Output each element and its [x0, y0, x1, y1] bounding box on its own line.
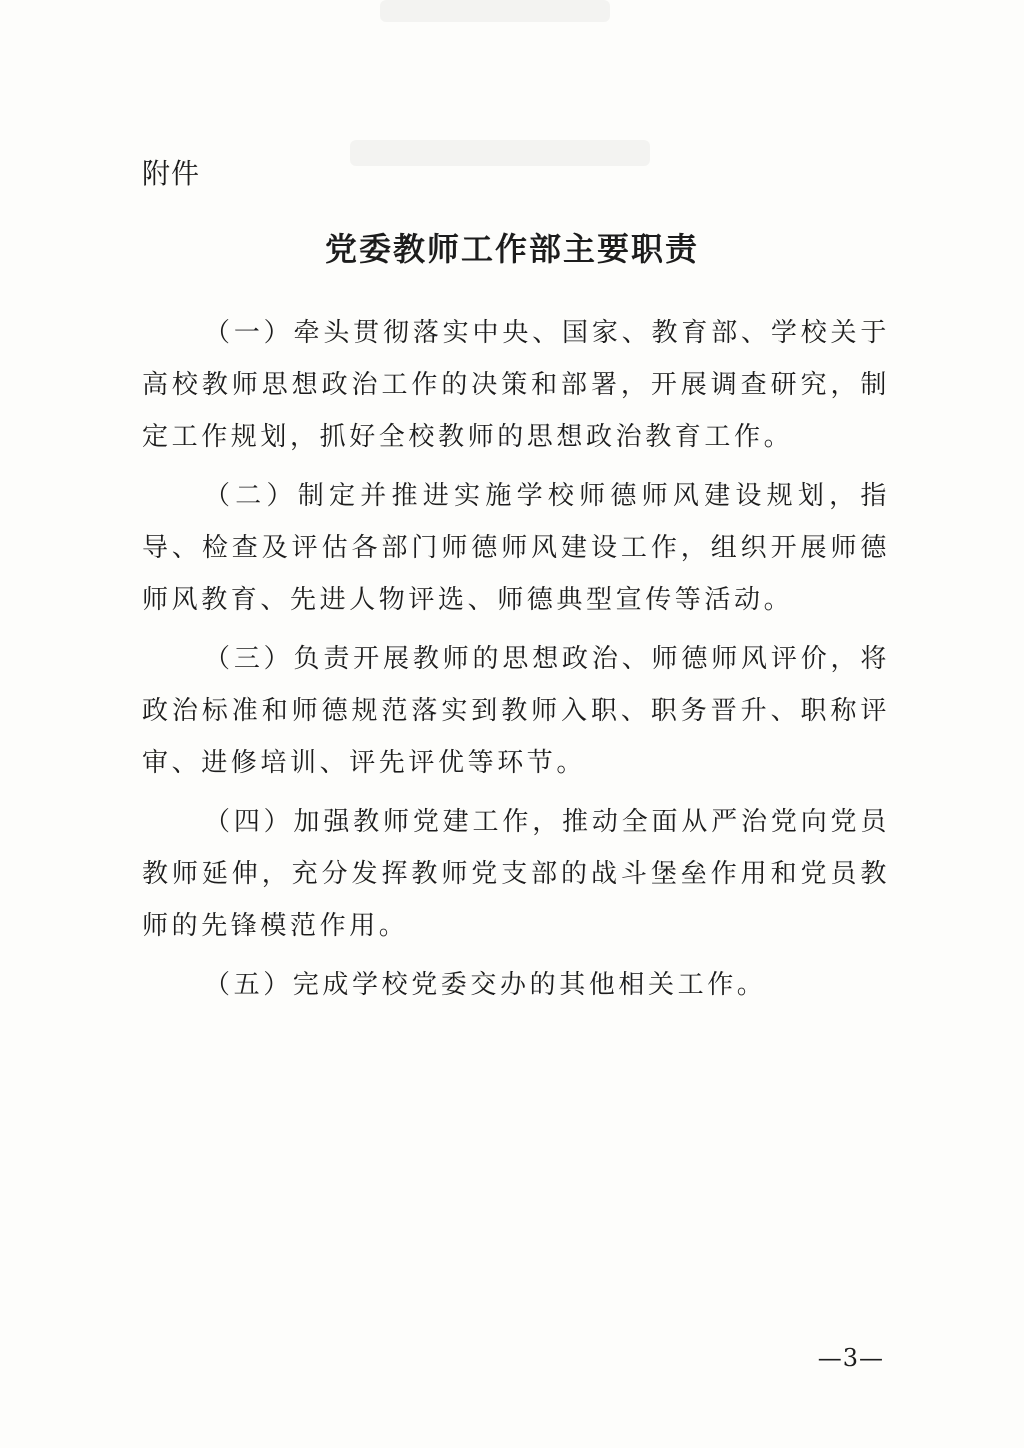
duty-paragraph-5: （五）完成学校党委交办的其他相关工作。 — [204, 970, 767, 1000]
document-body — [142, 307, 890, 1018]
bleed-through-mark — [350, 140, 650, 166]
duty-paragraph-3: （三）负责开展教师的思想政治、师德师风评价，将政治标准和师德规范落实到教师入职、职务晋升、职称评审、进修培训、评先评优等环节。 — [142, 644, 890, 778]
document-title: 党委教师工作部主要职责 — [324, 230, 699, 268]
page-number: —3— — [817, 1344, 884, 1372]
duty-paragraph-4: （四）加强教师党建工作，推动全面从严治党向党员教师延伸，充分发挥教师党支部的战斗堡垒作用和党员教师的先锋模范作用。 — [142, 807, 890, 941]
bleed-through-mark — [380, 0, 610, 22]
attachment-label: 附件 — [142, 157, 201, 190]
duty-paragraph-2: （二）制定并推进实施学校师德师风建设规划，指导、检查及评估各部门师德师风建设工作，组织开展师德师风教育、先进人物评选、师德典型宣传等活动。 — [142, 481, 890, 615]
duty-paragraph-1: （一）牵头贯彻落实中央、国家、教育部、学校关于高校教师思想政治工作的决策和部署，开展调查研究，制定工作规划，抓好全校教师的思想政治教育工作。 — [142, 318, 890, 452]
